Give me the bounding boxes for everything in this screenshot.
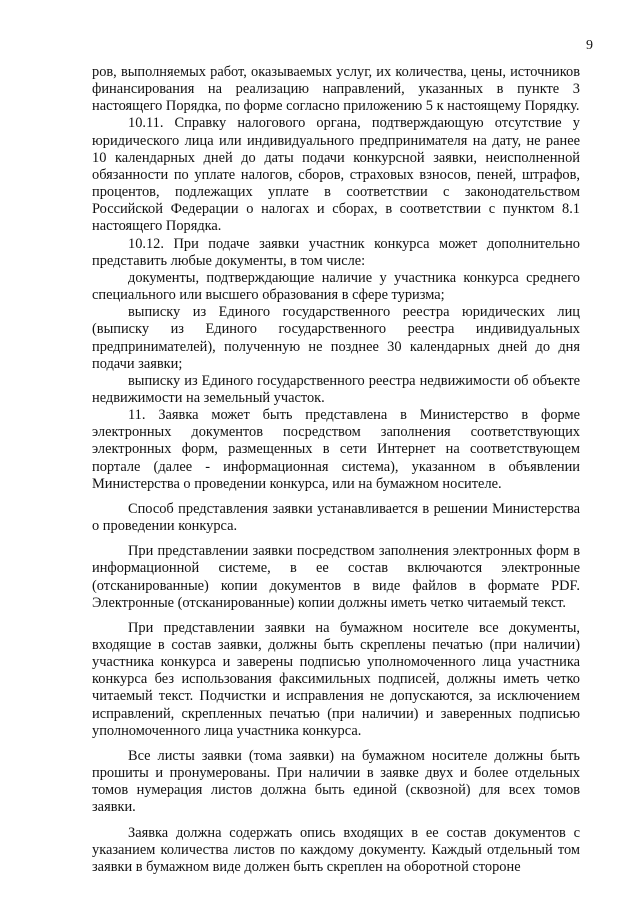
paragraph: 10.11. Справку налогового органа, подтверждающую отсутствие у юридического лица или индивидуального предпринимателя на дату, не ранее 10 календарных дней до даты подачи конкурсной заявки, неисполненной обязанности по уплате налогов, сборов, страховых взносов, пеней, штрафов, процентов, подлежащих уплате в соответствии с законодательством Российской Федерации о налогах и сборах, в соответствии с пунктом 8.1 настоящего Порядка. xyxy=(92,115,580,235)
paragraph: ров, выполняемых работ, оказываемых услуг, их количества, цены, источников финансирования на реализацию направлений, указанных в пункте 3 настоящего Порядка, по форме согласно приложению 5 к настоящему Порядку. xyxy=(92,64,580,115)
paragraph: документы, подтверждающие наличие у участника конкурса среднего специального или высшего образования в сфере туризма; xyxy=(92,269,580,304)
paragraph: При представлении заявки посредством заполнения электронных форм в информационной системе, в ее состав включаются электронные (отсканированные) копии документов в виде файлов в формате PDF. Электронные (отсканированные) копии должны иметь четко читаемый текст. xyxy=(92,543,580,611)
paragraph: При представлении заявки на бумажном носителе все документы, входящие в состав заявки, должны быть скреплены печатью (при наличии) участника конкурса и заверены подписью уполномоченного лица участника конкурса без использования факсимильных подписей, должны иметь четко читаемый текст. Подчистки и исправления не допускаются, за исключением исправлений, скрепленных печатью (при наличии) и заверенных подписью уполномоченного лица участника конкурса. xyxy=(92,619,580,739)
paragraph: Способ представления заявки устанавливается в решении Министерства о проведении конкурса. xyxy=(92,500,580,535)
paragraph: 11. Заявка может быть представлена в Министерство в форме электронных документов посредством заполнения соответствующих электронных форм, размещенных в сети Интернет на соответствующем портале (далее - информационная система), указанном в объявлении Министерства о проведении конкурса, или на бумажном носителе. xyxy=(92,407,580,492)
page-number: 9 xyxy=(586,38,593,53)
paragraph: выписку из Единого государственного реестра юридических лиц (выписку из Единого государственного реестра индивидуальных предпринимателей), полученную не позднее 30 календарных дней до дня подачи заявки; xyxy=(92,304,580,372)
document-body xyxy=(92,64,580,876)
paragraph: 10.12. При подаче заявки участник конкурса может дополнительно представить любые документы, в том числе: xyxy=(92,235,580,269)
paragraph: Заявка должна содержать опись входящих в ее состав документов с указанием количества листов по каждому документу. Каждый отдельный том заявки в бумажном виде должен быть скреплен на оборотной стороне xyxy=(92,824,580,875)
paragraph: выписку из Единого государственного реестра недвижимости об объекте недвижимости на земельный участок. xyxy=(92,372,580,406)
paragraph: Все листы заявки (тома заявки) на бумажном носителе должны быть прошиты и пронумерованы. При наличии в заявке двух и более отдельных томов нумерация листов должна быть единой (сквозной) для всех томов заявки. xyxy=(92,747,580,816)
